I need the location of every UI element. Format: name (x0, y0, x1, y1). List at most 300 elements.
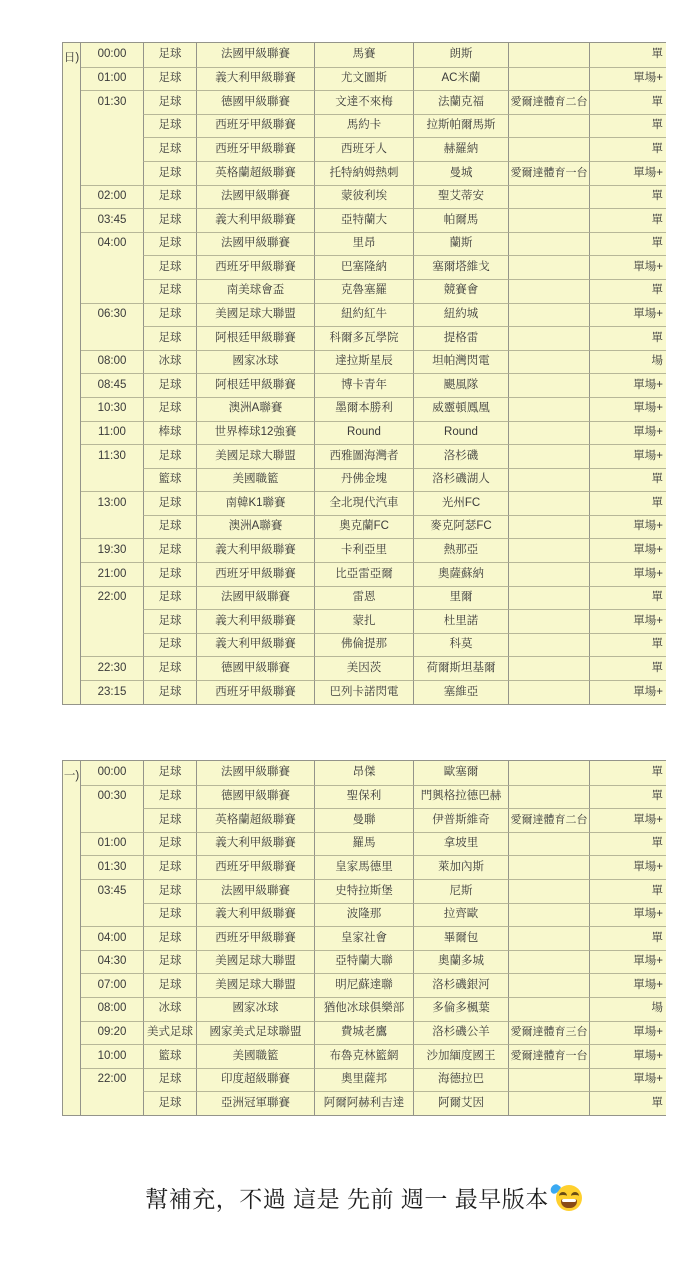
table-row (81, 656, 666, 680)
table-row (81, 303, 666, 327)
league-cell: 法國甲級聯賽 (196, 586, 314, 610)
tv-channel-cell (508, 137, 589, 161)
league-cell: 法國甲級聯賽 (196, 232, 314, 256)
league-cell: 南美球會盃 (196, 279, 314, 303)
day-label-cell (63, 761, 81, 1115)
league-cell: 西班牙甲級聯賽 (196, 255, 314, 279)
home-team-cell: 巴塞隆納 (314, 255, 413, 279)
tv-channel-cell: 愛爾達體育二台 (508, 90, 589, 114)
table-row (81, 468, 666, 492)
table-row (81, 832, 666, 856)
sport-cell: 足球 (143, 879, 196, 903)
home-team-cell: 奧里薩邦 (314, 1068, 413, 1092)
sport-cell: 足球 (143, 114, 196, 138)
home-team-cell: 里昂 (314, 232, 413, 256)
time-cell: 00:30 (81, 785, 143, 809)
sport-cell: 籃球 (143, 1044, 196, 1068)
home-team-cell: 波隆那 (314, 903, 413, 927)
sport-cell: 足球 (143, 232, 196, 256)
table-rows (81, 761, 666, 1115)
sport-cell: 足球 (143, 761, 196, 785)
home-team-cell: 佛倫提那 (314, 633, 413, 657)
table-row (81, 515, 666, 539)
time-cell (81, 279, 143, 303)
bet-type-cell: 單場+ (589, 303, 666, 327)
time-cell: 04:30 (81, 950, 143, 974)
table-row (81, 879, 666, 903)
tv-channel-cell (508, 761, 589, 785)
away-team-cell: 塞爾塔維戈 (413, 255, 508, 279)
table-row (81, 609, 666, 633)
bet-type-cell: 場 (589, 350, 666, 374)
tv-channel-cell (508, 373, 589, 397)
bet-type-cell: 場 (589, 997, 666, 1021)
away-team-cell: 拉斯帕爾馬斯 (413, 114, 508, 138)
home-team-cell: 全北現代汽車 (314, 491, 413, 515)
time-cell: 00:00 (97, 766, 127, 779)
tv-channel-cell (508, 785, 589, 809)
bet-type-cell: 單 (589, 879, 666, 903)
time-cell (81, 326, 143, 350)
tv-channel-cell (508, 515, 589, 539)
sport-cell: 足球 (143, 562, 196, 586)
sport-cell: 足球 (143, 373, 196, 397)
league-cell: 義大利甲級聯賽 (196, 208, 314, 232)
home-team-cell: 克魯塞羅 (314, 279, 413, 303)
away-team-cell: Round (413, 421, 508, 445)
bet-type-cell: 單場+ (589, 538, 666, 562)
home-team-cell: 曼聯 (314, 808, 413, 832)
time-cell: 01:00 (81, 832, 143, 856)
time-cell (81, 1091, 143, 1115)
home-team-cell: 馬賽 (314, 43, 413, 67)
home-team-cell: 蒙彼利埃 (314, 185, 413, 209)
league-cell: 西班牙甲級聯賽 (196, 562, 314, 586)
home-team-cell: 皇家馬德里 (314, 855, 413, 879)
table-row (81, 562, 666, 586)
tv-channel-cell (508, 232, 589, 256)
tv-channel-cell (508, 208, 589, 232)
tv-channel-cell (508, 997, 589, 1021)
away-team-cell: 拿坡里 (413, 832, 508, 856)
home-team-cell: 阿爾阿赫利吉達 (314, 1091, 413, 1115)
time-cell: 13:00 (81, 491, 143, 515)
league-cell: 亞洲冠軍聯賽 (196, 1091, 314, 1115)
tv-channel-cell (508, 950, 589, 974)
tv-channel-cell: 愛爾達體育二台 (508, 808, 589, 832)
away-team-cell: 洛杉磯公羊 (413, 1021, 508, 1045)
sweat-smile-emoji-icon (556, 1185, 582, 1211)
sport-cell: 足球 (143, 633, 196, 657)
away-team-cell: 阿爾艾因 (413, 1091, 508, 1115)
league-cell: 阿根廷甲級聯賽 (196, 373, 314, 397)
away-team-cell: 奧蘭多城 (413, 950, 508, 974)
league-cell: 阿根廷甲級聯賽 (196, 326, 314, 350)
away-team-cell: 朗斯 (413, 43, 508, 67)
league-cell: 義大利甲級聯賽 (196, 609, 314, 633)
away-team-cell: AC米蘭 (413, 67, 508, 91)
away-team-cell: 沙加緬度國王 (413, 1044, 508, 1068)
tv-channel-cell (508, 926, 589, 950)
caption-text: 幫補充，不過 這是 先前 週一 最早版本 (145, 1186, 549, 1212)
table-row (81, 491, 666, 515)
day-label: 日) (63, 52, 80, 64)
table-row (81, 1021, 666, 1045)
away-team-cell: 杜里諾 (413, 609, 508, 633)
table-row (81, 903, 666, 927)
away-team-cell: 光州FC (413, 491, 508, 515)
sport-cell: 足球 (143, 137, 196, 161)
time-cell (81, 903, 143, 927)
league-cell: 義大利甲級聯賽 (196, 538, 314, 562)
sport-cell: 足球 (143, 303, 196, 327)
sport-cell: 足球 (143, 1091, 196, 1115)
away-team-cell: 科莫 (413, 633, 508, 657)
home-team-cell: 西班牙人 (314, 137, 413, 161)
bet-type-cell: 單 (589, 90, 666, 114)
league-cell: 西班牙甲級聯賽 (196, 137, 314, 161)
time-cell: 01:30 (81, 90, 143, 114)
home-team-cell: 猶他冰球俱樂部 (314, 997, 413, 1021)
tv-channel-cell (508, 326, 589, 350)
away-team-cell: 紐約城 (413, 303, 508, 327)
home-team-cell: 蒙扎 (314, 609, 413, 633)
home-team-cell: 布魯克林籃網 (314, 1044, 413, 1068)
bet-type-cell: 單場+ (589, 397, 666, 421)
league-cell: 德國甲級聯賽 (196, 656, 314, 680)
table-row (81, 137, 666, 161)
time-cell: 11:30 (81, 444, 143, 468)
time-cell (81, 161, 143, 185)
sport-cell: 足球 (143, 855, 196, 879)
home-team-cell: 西雅圖海灣者 (314, 444, 413, 468)
bet-type-cell: 單場+ (589, 255, 666, 279)
tv-channel-cell (508, 832, 589, 856)
sport-cell: 足球 (143, 832, 196, 856)
sport-cell: 足球 (143, 161, 196, 185)
league-cell: 德國甲級聯賽 (196, 785, 314, 809)
time-cell (81, 633, 143, 657)
home-team-cell: 尤文圖斯 (314, 67, 413, 91)
league-cell: 澳洲A聯賽 (196, 397, 314, 421)
time-cell: 03:45 (81, 879, 143, 903)
away-team-cell: 塞維亞 (413, 680, 508, 704)
table-row (81, 1091, 666, 1115)
sport-cell: 足球 (143, 808, 196, 832)
tv-channel-cell (508, 586, 589, 610)
away-team-cell: 洛杉磯 (413, 444, 508, 468)
home-team-cell: 博卡青年 (314, 373, 413, 397)
table-row (81, 232, 666, 256)
sport-cell: 冰球 (143, 350, 196, 374)
time-cell: 23:15 (81, 680, 143, 704)
bet-type-cell: 單場+ (589, 421, 666, 445)
bet-type-cell: 單場+ (589, 808, 666, 832)
league-cell: 法國甲級聯賽 (196, 879, 314, 903)
league-cell: 義大利甲級聯賽 (196, 67, 314, 91)
table-row (81, 950, 666, 974)
home-team-cell: 文達不來梅 (314, 90, 413, 114)
away-team-cell: 颶風隊 (413, 373, 508, 397)
bet-type-cell: 單場+ (589, 373, 666, 397)
sport-cell: 足球 (143, 1068, 196, 1092)
league-cell: 南韓K1聯賽 (196, 491, 314, 515)
day-label: 一) (63, 770, 80, 782)
table-row (81, 973, 666, 997)
table-row (81, 1068, 666, 1092)
league-cell: 美國足球大聯盟 (196, 303, 314, 327)
bet-type-cell: 單場+ (589, 950, 666, 974)
home-team-cell: 亞特蘭大 (314, 208, 413, 232)
sport-cell: 足球 (143, 326, 196, 350)
sport-cell: 足球 (143, 43, 196, 67)
away-team-cell: 尼斯 (413, 879, 508, 903)
sport-cell: 足球 (143, 538, 196, 562)
home-team-cell: 馬約卡 (314, 114, 413, 138)
tv-channel-cell (508, 680, 589, 704)
tv-channel-cell: 愛爾達體育三台 (508, 1021, 589, 1045)
league-cell: 國家冰球 (196, 997, 314, 1021)
away-team-cell: 拉齊歐 (413, 903, 508, 927)
bet-type-cell: 單場+ (589, 515, 666, 539)
league-cell: 德國甲級聯賽 (196, 90, 314, 114)
table-row (81, 421, 666, 445)
time-cell: 22:30 (81, 656, 143, 680)
table-row (81, 208, 666, 232)
home-team-cell: 昂傑 (314, 761, 413, 785)
table-row (81, 761, 666, 785)
away-team-cell: 海德拉巴 (413, 1068, 508, 1092)
home-team-cell: 羅馬 (314, 832, 413, 856)
home-team-cell: 亞特蘭大聯 (314, 950, 413, 974)
league-cell: 美國職籃 (196, 468, 314, 492)
sport-cell: 冰球 (143, 997, 196, 1021)
table-row (81, 444, 666, 468)
home-team-cell: 達拉斯星辰 (314, 350, 413, 374)
table-row (81, 397, 666, 421)
bet-type-cell: 單場+ (589, 680, 666, 704)
sport-cell: 足球 (143, 680, 196, 704)
league-cell: 英格蘭超級聯賽 (196, 808, 314, 832)
time-cell: 19:30 (81, 538, 143, 562)
tv-channel-cell (508, 879, 589, 903)
time-cell: 04:00 (81, 232, 143, 256)
sport-cell: 美式足球 (143, 1021, 196, 1045)
bet-type-cell: 單場+ (589, 444, 666, 468)
home-team-cell: 美因茨 (314, 656, 413, 680)
league-cell: 法國甲級聯賽 (196, 761, 314, 785)
home-team-cell: 皇家社會 (314, 926, 413, 950)
tv-channel-cell (508, 421, 589, 445)
sport-cell: 足球 (143, 397, 196, 421)
table-row (81, 586, 666, 610)
tv-channel-cell (508, 633, 589, 657)
tv-channel-cell (508, 562, 589, 586)
tv-channel-cell (508, 609, 589, 633)
league-cell: 法國甲級聯賽 (196, 43, 314, 67)
tv-channel-cell (508, 397, 589, 421)
table-row (81, 808, 666, 832)
bet-type-cell: 單 (589, 137, 666, 161)
tv-channel-cell (508, 855, 589, 879)
schedule-table-sunday (62, 42, 666, 705)
time-cell: 00:00 (97, 48, 127, 61)
tv-channel-cell (508, 255, 589, 279)
home-team-cell: Round (314, 421, 413, 445)
tv-channel-cell (508, 468, 589, 492)
table-row (81, 255, 666, 279)
day-label-cell (63, 43, 81, 704)
bet-type-cell: 單場+ (589, 67, 666, 91)
away-team-cell: 熱那亞 (413, 538, 508, 562)
home-team-cell: 托特納姆熱刺 (314, 161, 413, 185)
time-cell: 10:30 (81, 397, 143, 421)
tv-channel-cell (508, 903, 589, 927)
sport-cell: 足球 (143, 586, 196, 610)
tv-channel-cell (508, 67, 589, 91)
tv-channel-cell (508, 303, 589, 327)
sport-cell: 足球 (143, 785, 196, 809)
table-row (81, 1044, 666, 1068)
sport-cell: 足球 (143, 67, 196, 91)
home-team-cell: 明尼蘇達聯 (314, 973, 413, 997)
bet-type-cell: 單場+ (589, 161, 666, 185)
time-cell: 08:00 (81, 997, 143, 1021)
tv-channel-cell (508, 114, 589, 138)
time-cell: 22:00 (81, 586, 143, 610)
time-cell: 01:00 (81, 67, 143, 91)
away-team-cell: 曼城 (413, 161, 508, 185)
bet-type-cell: 單 (589, 279, 666, 303)
table-row (81, 185, 666, 209)
bet-type-cell: 單場+ (589, 855, 666, 879)
time-cell: 08:45 (81, 373, 143, 397)
time-cell: 11:00 (81, 421, 143, 445)
sport-cell: 足球 (143, 90, 196, 114)
table-row (81, 161, 666, 185)
table-row (81, 67, 666, 91)
away-team-cell: 伊普斯維奇 (413, 808, 508, 832)
time-cell (81, 137, 143, 161)
league-cell: 美國足球大聯盟 (196, 973, 314, 997)
time-cell: 06:30 (81, 303, 143, 327)
sport-cell: 足球 (143, 208, 196, 232)
bet-type-cell: 單 (589, 656, 666, 680)
home-team-cell: 史特拉斯堡 (314, 879, 413, 903)
league-cell: 印度超級聯賽 (196, 1068, 314, 1092)
home-team-cell: 聖保利 (314, 785, 413, 809)
bet-type-cell: 單場+ (589, 973, 666, 997)
bet-type-cell: 單 (589, 185, 666, 209)
bet-type-cell: 單場+ (589, 1044, 666, 1068)
away-team-cell: 門興格拉德巴赫 (413, 785, 508, 809)
away-team-cell: 帕爾馬 (413, 208, 508, 232)
time-cell: 02:00 (81, 185, 143, 209)
time-cell: 10:00 (81, 1044, 143, 1068)
bet-type-cell: 單 (589, 761, 666, 785)
sport-cell: 足球 (143, 903, 196, 927)
sport-cell: 足球 (143, 255, 196, 279)
tv-channel-cell (508, 973, 589, 997)
table-row (81, 633, 666, 657)
time-cell (81, 808, 143, 832)
bet-type-cell: 單 (589, 785, 666, 809)
league-cell: 英格蘭超級聯賽 (196, 161, 314, 185)
home-team-cell: 比亞雷亞爾 (314, 562, 413, 586)
home-team-cell: 費城老鷹 (314, 1021, 413, 1045)
league-cell: 義大利甲級聯賽 (196, 903, 314, 927)
bet-type-cell: 單 (589, 1091, 666, 1115)
league-cell: 美國職籃 (196, 1044, 314, 1068)
time-cell (81, 255, 143, 279)
tv-channel-cell: 愛爾達體育一台 (508, 161, 589, 185)
table-row (81, 997, 666, 1021)
away-team-cell: 麥克阿瑟FC (413, 515, 508, 539)
tv-channel-cell (508, 1068, 589, 1092)
bet-type-cell: 單場+ (589, 562, 666, 586)
time-cell: 22:00 (81, 1068, 143, 1092)
bet-type-cell: 單 (589, 468, 666, 492)
home-team-cell: 雷恩 (314, 586, 413, 610)
away-team-cell: 法蘭克福 (413, 90, 508, 114)
time-cell (81, 515, 143, 539)
table-row (81, 350, 666, 374)
league-cell: 法國甲級聯賽 (196, 185, 314, 209)
table-rows (81, 43, 666, 704)
away-team-cell: 提格雷 (413, 326, 508, 350)
sport-cell: 足球 (143, 926, 196, 950)
table-row (81, 680, 666, 704)
time-cell: 09:20 (81, 1021, 143, 1045)
away-team-cell: 坦帕灣閃電 (413, 350, 508, 374)
tv-channel-cell (508, 538, 589, 562)
sport-cell: 足球 (143, 515, 196, 539)
time-cell (81, 114, 143, 138)
tv-channel-cell: 愛爾達體育一台 (508, 1044, 589, 1068)
sport-cell: 足球 (143, 444, 196, 468)
tv-channel-cell (508, 43, 589, 67)
bet-type-cell: 單場+ (589, 903, 666, 927)
home-team-cell: 墨爾本勝利 (314, 397, 413, 421)
bet-type-cell: 單 (589, 208, 666, 232)
bet-type-cell: 單場+ (589, 609, 666, 633)
sport-cell: 足球 (143, 491, 196, 515)
time-cell (81, 609, 143, 633)
time-cell: 03:45 (81, 208, 143, 232)
away-team-cell: 多倫多楓葉 (413, 997, 508, 1021)
home-team-cell: 丹佛金塊 (314, 468, 413, 492)
away-team-cell: 荷爾斯坦基爾 (413, 656, 508, 680)
league-cell: 美國足球大聯盟 (196, 950, 314, 974)
away-team-cell: 蘭斯 (413, 232, 508, 256)
time-cell: 08:00 (81, 350, 143, 374)
bet-type-cell: 單 (589, 832, 666, 856)
bet-type-cell: 單 (589, 43, 666, 67)
time-cell: 04:00 (81, 926, 143, 950)
time-cell: 01:30 (81, 855, 143, 879)
table-row (81, 785, 666, 809)
league-cell: 義大利甲級聯賽 (196, 832, 314, 856)
away-team-cell: 洛杉磯銀河 (413, 973, 508, 997)
sport-cell: 棒球 (143, 421, 196, 445)
table-row (81, 926, 666, 950)
league-cell: 澳洲A聯賽 (196, 515, 314, 539)
league-cell: 世界棒球12強賽 (196, 421, 314, 445)
table-row (81, 279, 666, 303)
tv-channel-cell (508, 350, 589, 374)
league-cell: 西班牙甲級聯賽 (196, 114, 314, 138)
tv-channel-cell (508, 185, 589, 209)
